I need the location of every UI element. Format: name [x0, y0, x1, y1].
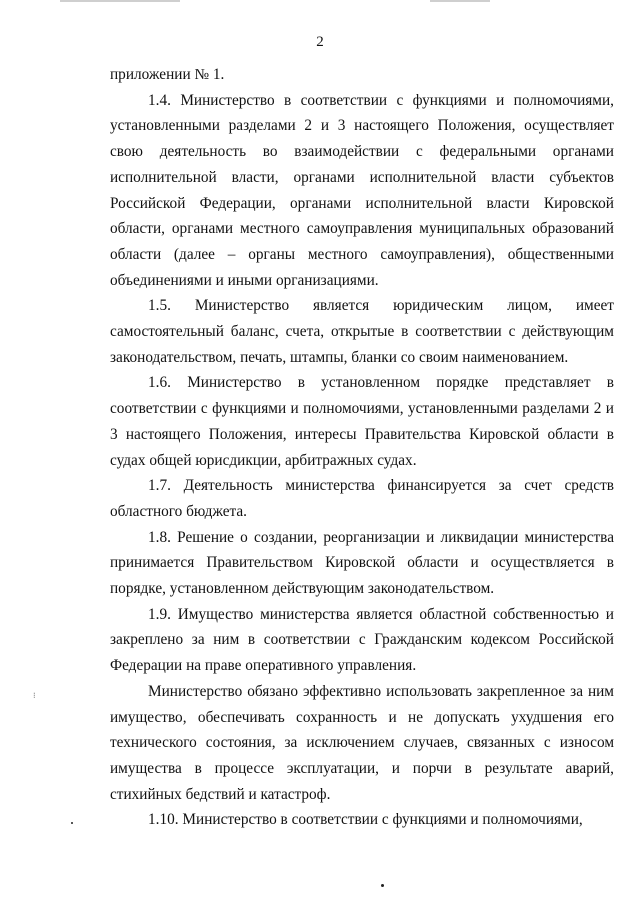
- paragraph-1-5: 1.5. Министерство является юридическим лицом, имеет самостоятельный баланс, счета, открытые в соответствии с действующим законодательством, печать, штампы, бланки со своим наименованием.: [110, 297, 614, 366]
- paragraph-property-obligations: Министерство обязано эффективно использовать закрепленное за ним имущество, обеспечивать сохранность и не допускать ухудшения его технического состояния, за исключением случаев, связанных с износом имущества в процессе эксплуатации, и порчи в результате аварий, стихийных бедствий и катастроф.: [110, 682, 614, 803]
- scan-edge-mark: [60, 0, 180, 2]
- page-number: 2: [316, 34, 324, 50]
- scan-speck: [381, 884, 384, 887]
- scan-speck: [71, 822, 73, 824]
- paragraph-1-7: 1.7. Деятельность министерства финансируется за счет средств областного бюджета.: [110, 477, 614, 520]
- paragraph-1-10: 1.10. Министерство в соответствии с функциями и полномочиями,: [148, 811, 583, 829]
- paragraph-continuation: приложении № 1.: [110, 66, 225, 83]
- margin-mark: ⁝: [33, 691, 36, 700]
- paragraph-1-8: 1.8. Решение о создании, реорганизации и ликвидации министерства принимается Правительством Кировской области и осуществляется в порядке, установленном действующим законодательством.: [110, 528, 614, 598]
- paragraph-1-9: 1.9. Имущество министерства является областной собственностью и закреплено за ним в соответствии с Гражданским кодексом Российской Федерации на праве оперативного управления.: [110, 605, 614, 675]
- scan-edge-mark: [430, 0, 490, 2]
- document-body: [110, 62, 614, 833]
- paragraph-1-4: 1.4. Министерство в соответствии с функциями и полномочиями, установленными разделами 2 и 3 настоящего Положения, осуществляет свою деятельность во взаимодействии с федеральными органами исполнительной власти, органами исполнительной власти субъектов Российской Федерации, органами исполнительной власти Кировской области, органами местного самоуправления муниципальных образований области (далее – органы местного самоуправления), общественными объединениями и иными организациями.: [110, 91, 614, 289]
- paragraph-1-6: 1.6. Министерство в установленном порядке представляет в соответствии с функциями и полномочиями, установленными разделами 2 и 3 настоящего Положения, интересы Правительства Кировской области в судах общей юрисдикции, арбитражных судах.: [110, 374, 614, 469]
